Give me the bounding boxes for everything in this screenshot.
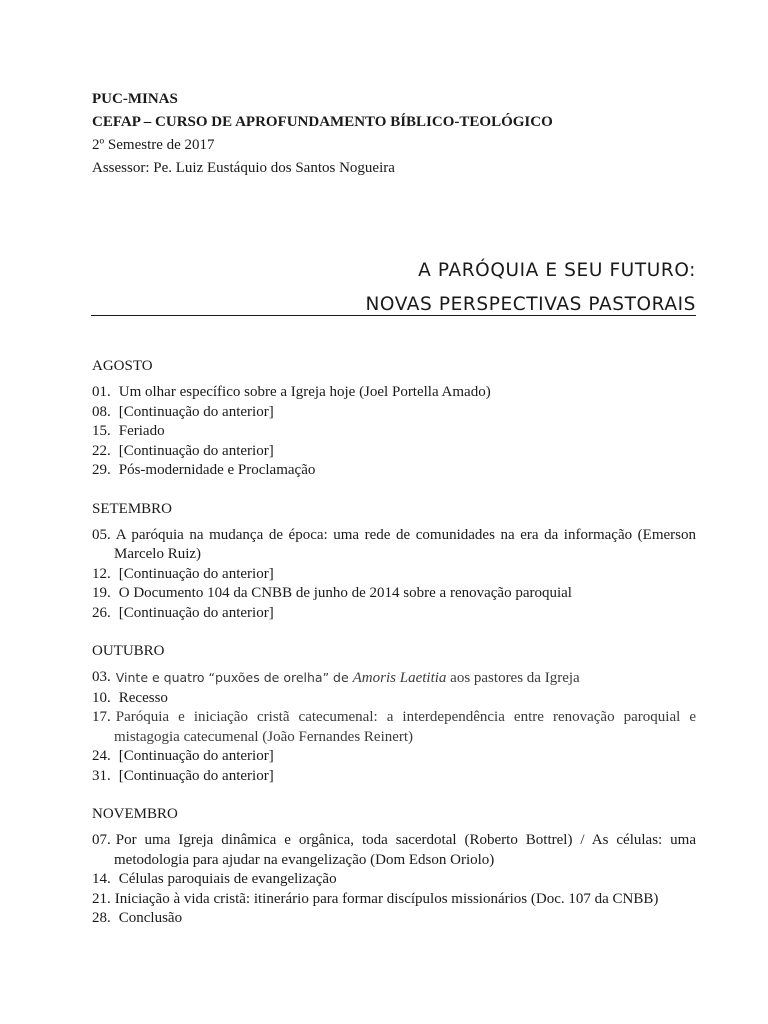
- schedule: [92, 356, 696, 947]
- schedule-entry: [92, 461, 696, 481]
- entry-date: 15.: [92, 423, 111, 439]
- entry-text-part: aos pastores da Igreja: [446, 670, 580, 686]
- schedule-entry: [92, 584, 696, 604]
- entry-text: [Continuação do anterior]: [118, 403, 274, 420]
- entry-text: Por uma Igreja dinâmica e orgânica, toda sacerdotal (Roberto Bottrel) / As células: uma metodologia para ajudar na evangelização (Dom Edson Oriolo): [114, 832, 696, 868]
- entry-text: Feriado: [118, 423, 165, 439]
- schedule-entry: [92, 565, 696, 585]
- entry-date: 24.: [92, 748, 111, 764]
- title-line-2: NOVAS PERSPECTIVAS PASTORAIS: [365, 294, 696, 315]
- entry-date: 29.: [92, 462, 111, 478]
- entry-date: 31.: [92, 767, 111, 784]
- schedule-entry: [92, 526, 696, 565]
- month-heading: AGOSTO: [92, 358, 153, 374]
- schedule-entry: [92, 909, 696, 929]
- month-section-novembro: [92, 804, 696, 929]
- entry-date: 05.: [92, 526, 111, 543]
- schedule-entry: [92, 767, 696, 787]
- entry-date: 26.: [92, 604, 111, 621]
- schedule-entry: [92, 383, 696, 403]
- entry-date: 22.: [92, 442, 111, 459]
- month-section-outubro: [92, 641, 696, 786]
- schedule-entry: [92, 831, 696, 870]
- schedule-entry: [92, 442, 696, 462]
- entry-date: 21.: [92, 890, 111, 907]
- title-divider: [91, 315, 696, 316]
- entry-text-part: Vinte e quatro “puxões de orelha” de: [115, 670, 353, 685]
- entry-date: 07.: [92, 832, 111, 848]
- institution-name: PUC-MINAS: [92, 91, 178, 107]
- entry-text: Células paroquiais de evangelização: [118, 871, 337, 887]
- schedule-entry: [92, 422, 696, 442]
- entry-text: [Continuação do anterior]: [118, 604, 274, 621]
- month-heading: NOVEMBRO: [92, 806, 178, 822]
- entry-text: [Continuação do anterior]: [118, 767, 274, 784]
- schedule-entry: [92, 870, 696, 890]
- entry-date: 28.: [92, 910, 111, 926]
- month-heading: OUTUBRO: [92, 643, 165, 659]
- month-section-setembro: [92, 499, 696, 624]
- entry-date: 12.: [92, 565, 111, 582]
- month-section-agosto: [92, 356, 696, 481]
- month-heading: SETEMBRO: [92, 500, 173, 517]
- advisor: Assessor: Pe. Luiz Eustáquio dos Santos Nogueira: [92, 160, 395, 176]
- schedule-entry: [92, 604, 696, 624]
- entry-text: Iniciação à vida cristã: itinerário para formar discípulos missionários (Doc. 107 da CNBB): [114, 890, 659, 907]
- entry-text: Conclusão: [118, 910, 183, 926]
- entry-text: O Documento 104 da CNBB de junho de 2014 sobre a renovação paroquial: [118, 585, 572, 601]
- schedule-entry: [92, 403, 696, 423]
- entry-date: 03.: [92, 669, 111, 685]
- entry-date: 17.: [92, 709, 111, 725]
- entry-date: 01.: [92, 384, 111, 400]
- title-line-1: A PARÓQUIA E SEU FUTURO:: [418, 260, 696, 281]
- entry-text: [116, 668, 696, 689]
- entry-date: 10.: [92, 689, 111, 706]
- schedule-entry: [92, 747, 696, 767]
- schedule-entry: [92, 708, 696, 747]
- semester: 2º Semestre de 2017: [92, 137, 215, 153]
- entry-text: A paróquia na mudança de época: uma rede de comunidades na era da informação (Emerson Marcelo Ruiz): [114, 526, 696, 562]
- entry-text: [Continuação do anterior]: [118, 442, 274, 459]
- entry-date: 08.: [92, 403, 111, 420]
- entry-text: Paróquia e iniciação cristã catecumenal: a interdependência entre renovação paroquial e mistagogia catecumenal (João Fernandes Reinert): [114, 709, 696, 745]
- entry-text: Recesso: [118, 689, 168, 706]
- course-name: CEFAP – CURSO DE APROFUNDAMENTO BÍBLICO-TEOLÓGICO: [92, 114, 553, 130]
- entry-text: [Continuação do anterior]: [118, 748, 274, 764]
- document-header: [92, 88, 712, 180]
- schedule-entry: [92, 689, 696, 709]
- entry-date: 14.: [92, 871, 111, 887]
- book-title: Amoris Laetitia: [352, 670, 447, 686]
- entry-text: Um olhar específico sobre a Igreja hoje (Joel Portella Amado): [118, 384, 491, 400]
- document-title: [365, 254, 696, 322]
- schedule-entry: [92, 668, 696, 689]
- entry-date: 19.: [92, 585, 111, 601]
- entry-text: Pós-modernidade e Proclamação: [118, 462, 316, 478]
- entry-text: [Continuação do anterior]: [118, 565, 274, 582]
- schedule-entry: [92, 890, 696, 910]
